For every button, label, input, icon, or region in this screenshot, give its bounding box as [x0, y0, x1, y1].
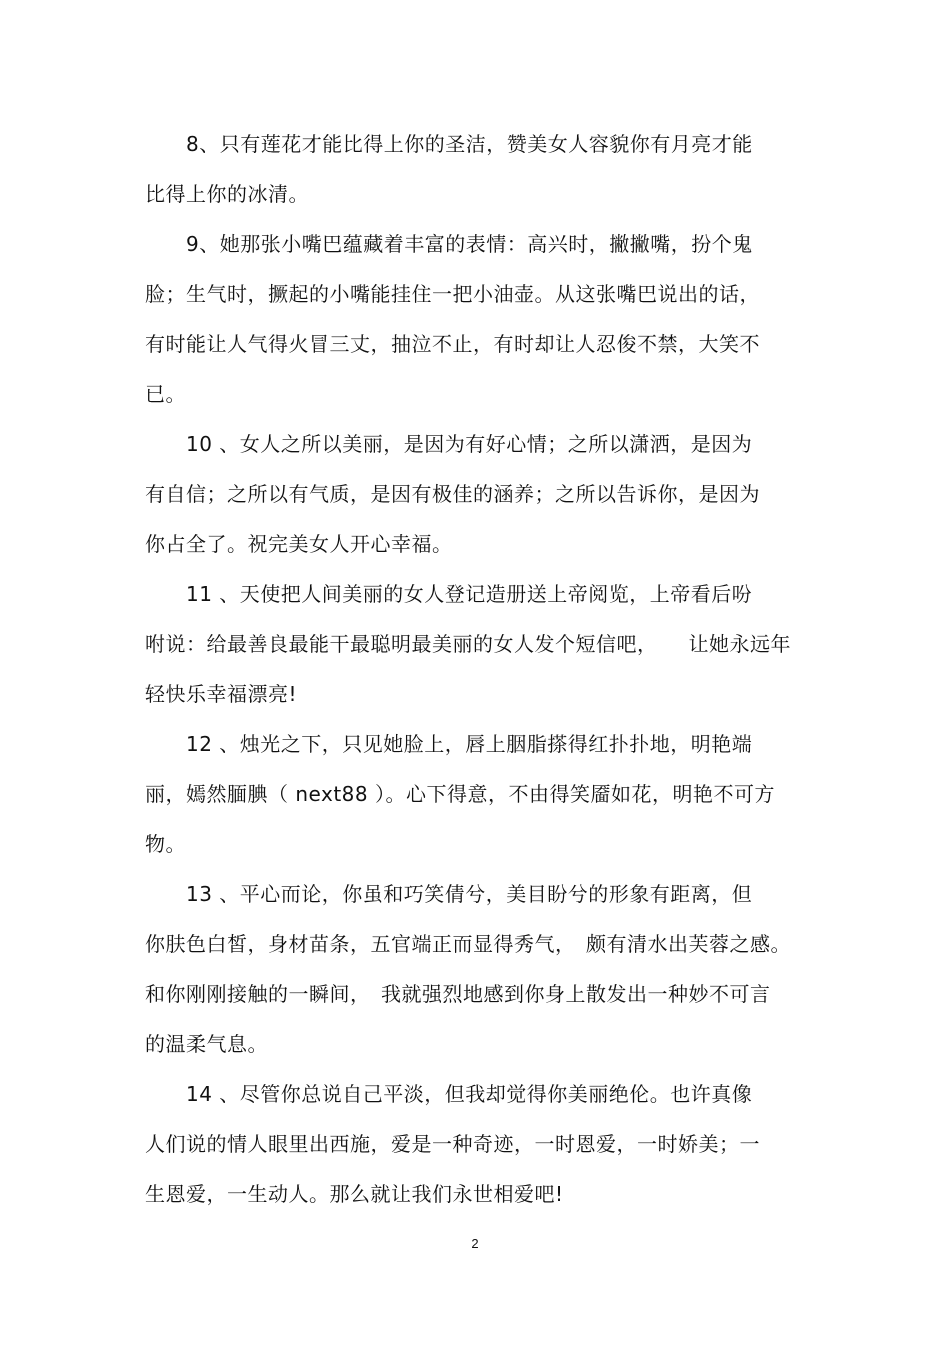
paragraph-9-line-4: 已。: [145, 382, 186, 406]
paragraph-11-line-2: 咐说：给最善良最能干最聪明最美丽的女人发个短信吧， 让她永远年: [145, 632, 791, 656]
paragraph-11-line-1: 11 、天使把人间美丽的女人登记造册送上帝阅览，上帝看后吩: [186, 582, 753, 606]
paragraph-8-line-1: 8、只有莲花才能比得上你的圣洁，赞美女人容貌你有月亮才能: [186, 132, 753, 156]
paragraph-13-line-4: 的温柔气息。: [145, 1032, 268, 1056]
paragraph-10-line-1: 10 、女人之所以美丽，是因为有好心情；之所以潇洒，是因为: [186, 432, 753, 456]
paragraph-14-line-2: 人们说的情人眼里出西施，爱是一种奇迹，一时恩爱，一时娇美；一: [145, 1132, 760, 1156]
paragraph-11-line-3: 轻快乐幸福漂亮!: [145, 682, 298, 706]
paragraph-13-line-3: 和你刚刚接触的一瞬间， 我就强烈地感到你身上散发出一种妙不可言: [145, 982, 771, 1006]
page-number: 2: [471, 1236, 479, 1251]
paragraph-12-line-2: 丽，嫣然腼腆（ next88 ）。心下得意，不由得笑靥如花，明艳不可方: [145, 782, 775, 806]
paragraph-12-line-1: 12 、烛光之下，只见她脸上，唇上胭脂搽得红扑扑地，明艳端: [186, 732, 753, 756]
paragraph-9-line-3: 有时能让人气得火冒三丈，抽泣不止，有时却让人忍俊不禁，大笑不: [145, 332, 760, 356]
paragraph-10-line-2: 有自信；之所以有气质，是因有极佳的涵养；之所以告诉你，是因为: [145, 482, 760, 506]
paragraph-10-line-3: 你占全了。祝完美女人开心幸福。: [145, 532, 453, 556]
paragraph-13-line-2: 你肤色白皙，身材苗条，五官端正而显得秀气， 颇有清水出芙蓉之感。: [145, 932, 791, 956]
paragraph-9-line-2: 脸；生气时，撅起的小嘴能挂住一把小油壶。从这张嘴巴说出的话，: [145, 282, 760, 306]
paragraph-12-line-3: 物。: [145, 832, 186, 856]
paragraph-8-line-2: 比得上你的冰清。: [145, 182, 309, 206]
paragraph-13-line-1: 13 、平心而论，你虽和巧笑倩兮，美目盼兮的形象有距离，但: [186, 882, 753, 906]
paragraph-9-line-1: 9、她那张小嘴巴蕴藏着丰富的表情：高兴时，撇撇嘴，扮个鬼: [186, 232, 753, 256]
paragraph-14-line-3: 生恩爱，一生动人。那么就让我们永世相爱吧!: [145, 1182, 564, 1206]
paragraph-14-line-1: 14 、尽管你总说自己平淡，但我却觉得你美丽绝伦。也许真像: [186, 1082, 753, 1106]
